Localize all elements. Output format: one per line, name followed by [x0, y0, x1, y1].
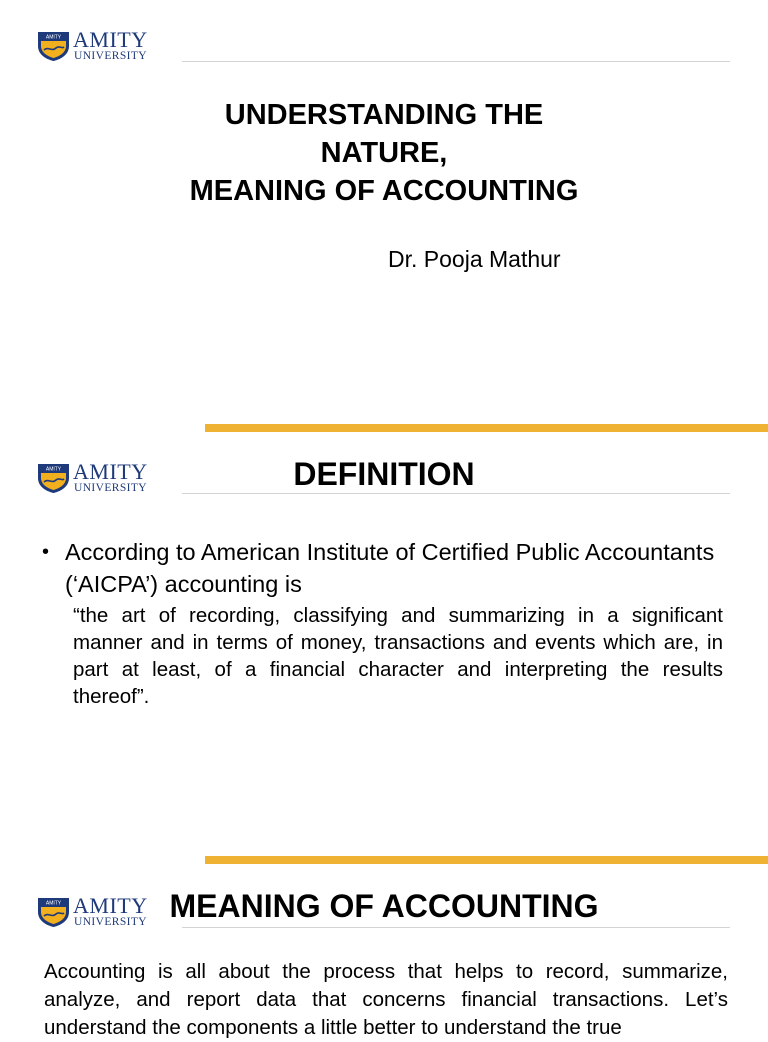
slide-title — [140, 96, 628, 210]
shield-label: AMITY — [45, 34, 62, 41]
logo-subtitle: UNIVERSITY — [74, 50, 147, 62]
header-divider — [182, 927, 730, 928]
definition-quote: “the art of recording, classifying and summarizing in a significant manner and in terms of money, transactions and events which are, in part at least, of a financial character and interpreting the results thereof”. — [73, 604, 723, 708]
header-divider — [182, 61, 730, 62]
bullet-list — [40, 536, 730, 600]
list-item — [40, 536, 730, 600]
title-line: NATURE, — [320, 137, 448, 169]
title-line: UNDERSTANDING THE — [224, 99, 544, 131]
logo-wordmark: AMITY — [73, 459, 148, 484]
logo-wordmark: AMITY — [73, 893, 148, 918]
amity-university-logo — [36, 27, 171, 64]
bullet-icon: • — [42, 541, 50, 563]
bullet-text: According to American Institute of Certified Public Accountants (‘AICPA’) accounting is — [65, 539, 715, 597]
author-name: Dr. Pooja Mathur — [388, 246, 561, 272]
slide-heading: DEFINITION — [293, 456, 475, 492]
accent-bar — [205, 856, 768, 864]
logo-subtitle: UNIVERSITY — [74, 916, 147, 928]
definition-slide — [0, 432, 768, 864]
logo-subtitle: UNIVERSITY — [74, 482, 147, 494]
body-paragraph: Accounting is all about the process that helps to record, summarize, analyze, and report data that concerns financial transactions. Let’s understand the components a little better to understand the true — [44, 960, 728, 1039]
title-slide — [0, 0, 768, 432]
meaning-slide — [0, 864, 768, 1039]
accent-bar — [205, 424, 768, 432]
shield-label: AMITY — [45, 900, 62, 907]
amity-shield-icon — [36, 30, 71, 62]
shield-label: AMITY — [45, 466, 62, 473]
slide-heading: MEANING OF ACCOUNTING — [169, 888, 599, 924]
title-line: MEANING OF ACCOUNTING — [189, 175, 579, 207]
logo-wordmark: AMITY — [73, 27, 148, 52]
